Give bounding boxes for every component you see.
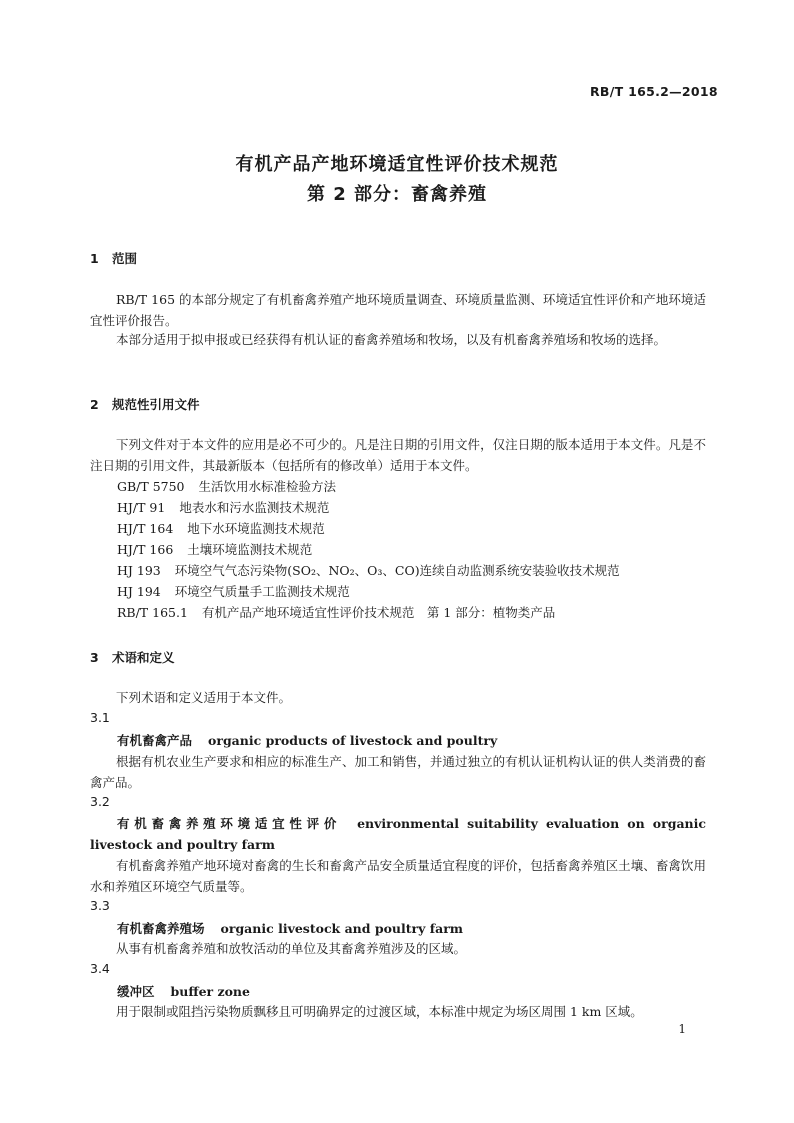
section-heading-terms <box>90 648 175 666</box>
term-english: organic products of livestock and poultry <box>208 733 498 748</box>
reference-title: 环境空气质量手工监测技术规范 <box>174 584 350 599</box>
section-heading-scope <box>90 249 137 267</box>
section-title: 范围 <box>112 251 138 266</box>
reference-title: 地下水环境监测技术规范 <box>187 521 325 536</box>
reference-code: RB/T 165.1 <box>117 605 188 620</box>
term-chinese: 有机畜禽产品 <box>117 733 193 748</box>
section-number: 2 <box>90 397 99 412</box>
reference-title: 环境空气气态污染物(SO₂、NO₂、O₃、CO)连续自动监测系统安装验收技术规范 <box>174 563 620 578</box>
term-english: organic livestock and poultry farm <box>220 921 464 936</box>
term-chinese: 有机畜禽养殖场 <box>117 921 205 936</box>
term-number: 3.1 <box>90 710 110 725</box>
reference-item <box>117 519 325 537</box>
reference-code: HJ/T 166 <box>117 542 174 557</box>
reference-code: HJ 194 <box>117 584 161 599</box>
term-definition: 根据有机农业生产要求和相应的标准生产、加工和销售，并通过独立的有机认证机构认证的供人类消费的畜禽产品。 <box>90 754 706 790</box>
reference-code: GB/T 5750 <box>117 479 185 494</box>
term-number: 3.4 <box>90 961 110 976</box>
reference-item <box>117 603 555 621</box>
term-definition: 从事有机畜禽养殖和放牧活动的单位及其畜禽养殖涉及的区域。 <box>116 941 467 956</box>
term-english: environmental suitability evaluation on organic livestock and poultry farm <box>90 816 706 852</box>
document-subtitle: 第 2 部分：畜禽养殖 <box>306 184 488 205</box>
references-intro: 下列文件对于本文件的应用是必不可少的。凡是注日期的引用文件，仅注日期的版本适用于本文件。凡是不注日期的引用文件，其最新版本（包括所有的修改单）适用于本文件。 <box>90 437 706 473</box>
reference-title: 生活饮用水标准检验方法 <box>198 479 337 494</box>
reference-item <box>117 582 350 600</box>
scope-paragraph-2: 本部分适用于拟申报或已经获得有机认证的畜禽养殖场和牧场，以及有机畜禽养殖场和牧场的选择。 <box>116 332 667 347</box>
section-title: 术语和定义 <box>112 650 175 665</box>
page-number: 1 <box>678 1022 686 1036</box>
term-definition: 用于限制或阻挡污染物质飘移且可明确界定的过渡区域，本标准中规定为场区周围 1 km 区域。 <box>116 1004 643 1019</box>
terms-intro: 下列术语和定义适用于本文件。 <box>116 690 292 705</box>
term-chinese: 有机畜禽养殖环境适宜性评价 <box>117 816 342 831</box>
section-number: 3 <box>90 650 99 665</box>
term-english: buffer zone <box>170 984 250 999</box>
scope-paragraph-1: RB/T 165 的本部分规定了有机畜禽养殖产地环境质量调查、环境质量监测、环境适宜性评价和产地环境适宜性评价报告。 <box>90 292 706 328</box>
term-entry <box>117 982 250 1000</box>
reference-item <box>117 498 329 516</box>
reference-item <box>117 561 620 579</box>
reference-code: HJ/T 91 <box>117 500 166 515</box>
term-entry <box>117 919 463 937</box>
reference-code: HJ 193 <box>117 563 161 578</box>
term-entry <box>117 731 497 749</box>
document-title: 有机产品产地环境适宜性评价技术规范 <box>235 154 559 175</box>
term-entry <box>90 813 706 855</box>
reference-item <box>117 477 336 495</box>
section-number: 1 <box>90 251 99 266</box>
term-number: 3.2 <box>90 794 110 809</box>
reference-title: 有机产品产地环境适宜性评价技术规范 第 1 部分：植物类产品 <box>201 605 556 620</box>
standard-code: RB/T 165.2—2018 <box>590 84 718 99</box>
reference-title: 地表水和污水监测技术规范 <box>179 500 330 515</box>
reference-item <box>117 540 312 558</box>
term-number: 3.3 <box>90 898 110 913</box>
section-title: 规范性引用文件 <box>112 397 200 412</box>
reference-code: HJ/T 164 <box>117 521 174 536</box>
section-heading-references <box>90 395 200 413</box>
term-chinese: 缓冲区 <box>117 984 155 999</box>
term-definition: 有机畜禽养殖产地环境对畜禽的生长和畜禽产品安全质量适宜程度的评价，包括畜禽养殖区土壤、畜禽饮用水和养殖区环境空气质量等。 <box>90 858 706 894</box>
reference-title: 土壤环境监测技术规范 <box>187 542 313 557</box>
